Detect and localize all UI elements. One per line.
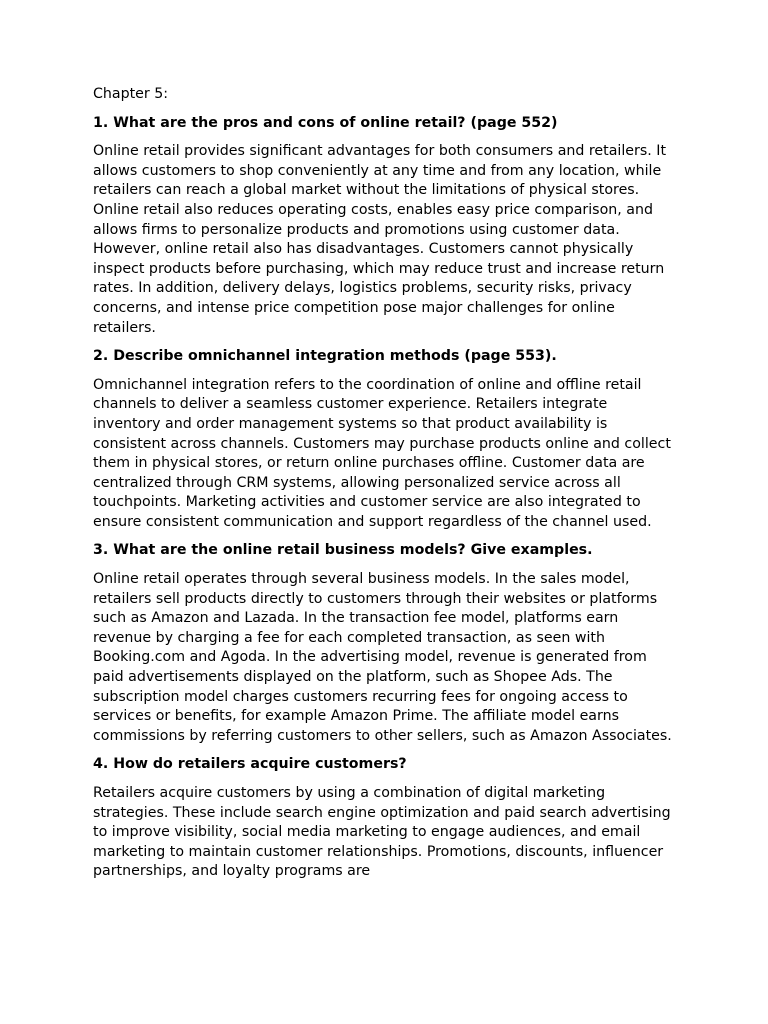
question-4-heading: 4. How do retailers acquire customers? bbox=[93, 756, 407, 773]
document-page bbox=[93, 85, 678, 891]
question-3-heading: 3. What are the online retail business models? Give examples. bbox=[93, 542, 593, 559]
answer-2-paragraph: Omnichannel integration refers to the coordination of online and offline retail channels to deliver a seamless customer experience. Retailers integrate inventory and order management systems so that product availability is consistent across channels. Customers may purchase products online and collect them in physical stores, or return online purchases offline. Customer data are centralized through CRM systems, allowing personalized service across all touchpoints. Marketing activities and customer service are also integrated to ensure consistent communication and support regardless of the channel used. bbox=[93, 376, 671, 530]
chapter-heading: Chapter 5: bbox=[93, 86, 169, 102]
answer-1-paragraph: Online retail provides significant advantages for both consumers and retailers. It allows customers to shop conveniently at any time and from any location, while retailers can reach a global market without the limitations of physical stores. Online retail also reduces operating costs, enables easy price comparison, and allows firms to personalize products and promotions using customer data. However, online retail also has disadvantages. Customers cannot physically inspect products before purchasing, which may reduce trust and increase return rates. In addition, delivery delays, logistics problems, security risks, privacy concerns, and intense price competition pose major challenges for online retailers. bbox=[93, 143, 667, 336]
answer-3-paragraph: Online retail operates through several business models. In the sales model, retailers sell products directly to customers through their websites or platforms such as Amazon and Lazada. In the transaction fee model, platforms earn revenue by charging a fee for each completed transaction, as seen with Booking.com and Agoda. In the advertising model, revenue is generated from paid advertisements displayed on the platform, such as Shopee Ads. The subscription model charges customers recurring fees for ongoing access to services or benefits, for example Amazon Prime. The affiliate model earns commissions by referring customers to other sellers, such as Amazon Associates. bbox=[93, 571, 672, 744]
answer-4-paragraph: Retailers acquire customers by using a combination of digital marketing strategies. These include search engine optimization and paid search advertising to improve visibility, social media marketing to engage audiences, and email marketing to maintain customer relationships. Promotions, discounts, influencer partnerships, and loyalty programs are bbox=[93, 785, 671, 880]
question-1-heading: 1. What are the pros and cons of online retail? (page 552) bbox=[93, 114, 558, 131]
question-2-heading: 2. Describe omnichannel integration methods (page 553). bbox=[93, 348, 557, 365]
